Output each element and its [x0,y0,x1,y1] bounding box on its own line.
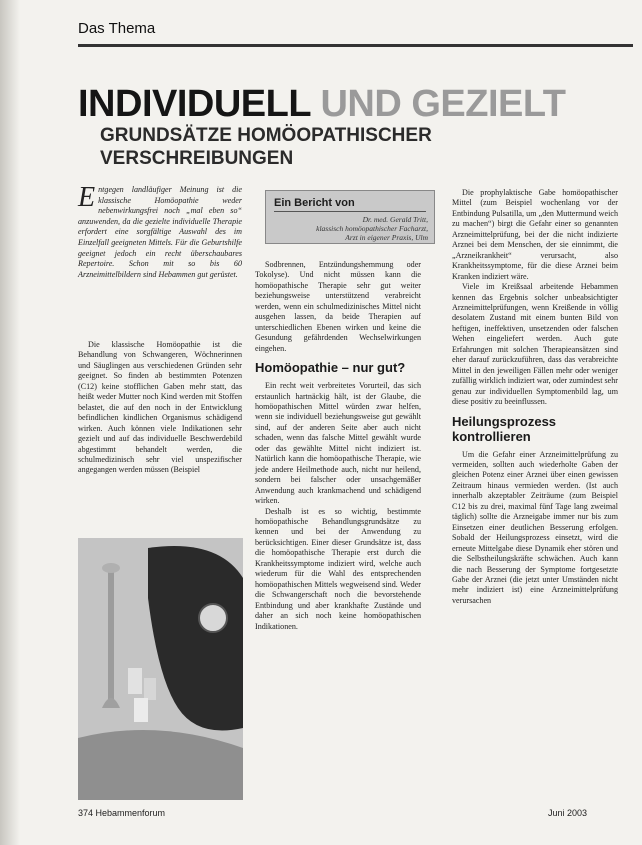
subtitle-line-1: GRUNDSÄTZE HOMÖOPATHISCHER [100,125,432,146]
column-1 [78,340,242,476]
col3-paragraph-3: Um die Gefahr einer Arzneimittelprüfung zu vermeiden, sollten auch wiederholte Gaben der gleichen Potenz einer Arznei über einen gewissen Zeitraum hinaus vermieden werden. (Ist auch innerhalb akzeptabler Zeiträume (zum Beispiel C12 bis zu drei, maximal fünf Tage lang zweimal täglich) sollte die Arzneigabe immer nur bis zum Einsetzen einer deutlichen Besserung erfolgen. Sobald der Heilungsprozess einsetzt, wird die erneute Mittelgabe diese Dynamik eher stören und die Selbstheilungskräfte schwächen. Auch kann die nach Besserung der Symptome fortgesetzte Gabe der Arznei (die jetzt unter Umständen nicht mehr indiziert ist) eine Arzneimittelprüfung verursachen [452,449,618,605]
section-label: Das Thema [78,20,156,37]
title-part-grey: UND GEZIELT [320,83,566,125]
article-title [78,84,638,124]
lead-text: ntgegen landläufiger Meinung ist die klassische Homöopathie weder nebenwirkungsfrei noch „mal eben so“ anzuwenden, da die gezielte individuelle Therapie erfordert eine sorgfältige Auswahl des im Einzelfall geeigneten Mittels. Für die Geburtshilfe geeignet jedoch ein recht überschaubares Repertoire. Schon mit so bis 60 Arzneimittelbildern sind Hebammen gut gerüstet. [78,185,242,279]
dropcap: E [78,182,96,213]
author-box-heading: Ein Bericht von [274,197,355,209]
author-practice: Arzt in eigener Praxis, Ulm [345,233,428,242]
footer-date: Juni 2003 [548,808,588,818]
article-photo [78,538,243,800]
lead-paragraph [78,182,242,280]
col2-paragraph-2: Ein recht weit verbreitetes Vorurteil, das sich erstaunlich hartnäckig hält, ist der Glaube, die homöopathischen Mittel würden zwar helfen, wenn sie individuell beziehungsweise gut gewählt sind, auf der anderen Seite aber auch nicht schaden, wenn das falsche Mittel gewählt wurde oder das gewählte Mittel nicht indiziert ist. Natürlich kann die homöopathische Therapie, wie jede andere Heilmethode auch, nicht nur heilend, sondern bei falscher oder unsachgemäßer Anwendung auch krankmachend und schädigend wirken. [255,381,421,506]
subhead-heilungsprozess: Heilungsprozess kontrollieren [452,413,557,444]
photo-illustration [78,538,243,800]
col2-paragraph-1: Sodbrennen, Entzündungshemmung oder Tokolyse). Und nicht müssen kann die homöopathische Therapie sehr gut weiter beziehungsweise unterstützend verabreicht werden, wenn ein schulmedizinisches Mittel nicht ausgehen lassen, da beide Therapien auf unterschiedlichen Ebenen wirken und keine die Gesundung gefährdenden Wechselwirkungen eingehen. [255,260,421,353]
subhead-homoeopathie: Homöopathie – nur gut? [255,360,406,376]
col2-paragraph-3: Deshalb ist es so wichtig, bestimmte homöopathische Behandlungsgrundsätze zu kennen und bei der Anwendung zu berücksichtigen. Einer dieser Grundsätze ist, dass die homöopathische Therapie erst durch die Krankheitssymptome indiziert wird, welche auch wiederum für die Wahl des entsprechenden homöopathischen Mittels wegweisend sind. Weder die Schwangerschaft noch die bevorstehende Entbindung und aber krankhafte Zustände und daher an sich noch keine homöopathischen Indikationen. [255,506,421,631]
column-2 [255,260,421,632]
author-box-rule [274,211,426,212]
header-rule [78,18,633,47]
article-subtitle [100,124,620,170]
page-edge-shadow [0,0,20,845]
col1-paragraph: Die klassische Homöopathie ist die Behandlung von Schwangeren, Wöchnerinnen und Säuglingen aus verschiedenen Gründen sehr geeignet. So finden ab bestimmten Potenzen (C12) keine stofflichen Gaben mehr statt, das heißt weder Mutter noch Kind werden mit Stoffen belastet, die auf den noch in der Entwicklung befindlichen kindlichen Organismus schädigend wirken. Auch können viele Indikationen sehr gezielt und auf das individuelle Beschwerdebild abgestimmt behandelt werden, die schulmedizinisch sehr viel unspezifischer angegangen werden müssen (Beispiel [78,340,242,475]
author-name: Dr. med. Gerald Tritt, [362,215,428,224]
title-part-dark: INDIVIDUELL [78,83,311,125]
author-title: klassisch homöopathischer Facharzt, [316,224,428,233]
col3-paragraph-1: Die prophylaktische Gabe homöopathischer Mittel (zum Beispiel wochenlang vor der Entbindung Pulsatilla, um „den Muttermund weich zu machen“) birgt die Gefahr einer so genannten Arzneimittelprüfung, bei der die nicht indizierte Arznei bei dem Menschen, der sie einnimmt, die „Arzneikrankheit“ verursacht, also Krankheitssymptome, für die diese Arznei beim Kranken indiziert wäre. [452,188,618,281]
column-3 [452,188,618,606]
author-box [265,190,435,244]
col3-paragraph-2: Viele im Kreißsaal arbeitende Hebammen kennen das Ergebnis solcher unbeabsichtigter Arzneimittelprüfungen, wenn Kreißende in völlig desolatem Zustand mit einem bunten Bild von heftigen, ineffektiven, unsetzenden oder falschen Wehen eingeliefert werden. Auch gute Erfahrungen mit solchen Therapieansätzen sind eher darauf zurückzuführen, dass das verabreichte Mittel in den jeweiligen Fällen mehr oder weniger zufällig wirklich indiziert war, oder zumindest sehr genau zur individuellen Symptomenbild lag, um diese positiv zu beeinflussen. [452,282,618,407]
footer-page-number: 374 Hebammenforum [78,808,166,818]
subtitle-line-2: VERSCHREIBUNGEN [100,148,294,169]
